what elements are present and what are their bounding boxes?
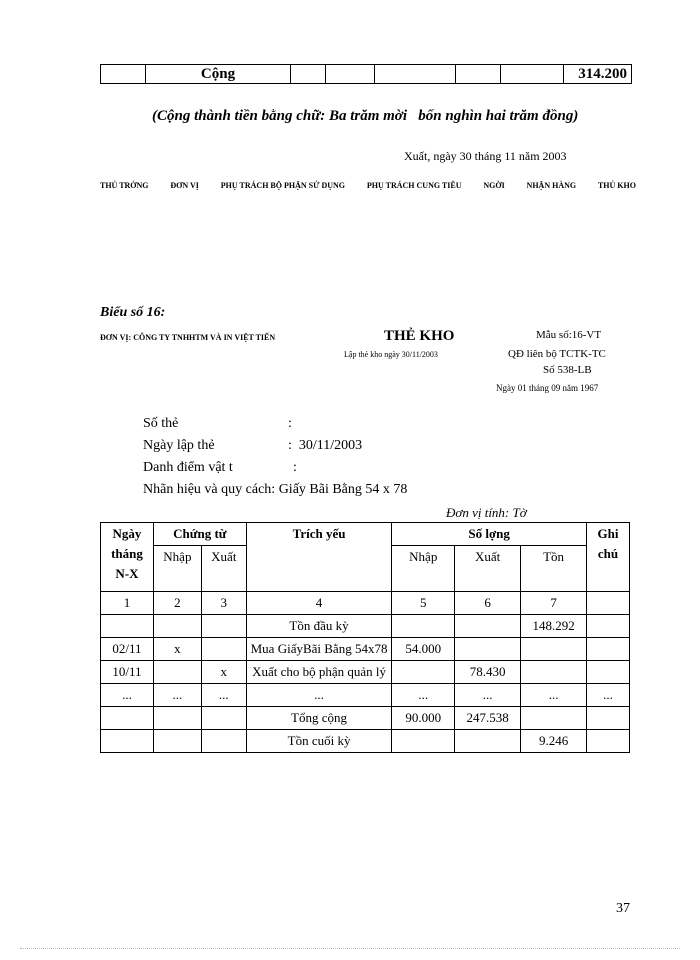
info-created: Ngày lập thẻ : 30/11/2003 xyxy=(143,438,363,453)
table-row: Tồn cuối kỳ 9.246 xyxy=(101,730,630,753)
header-qty-balance: Tồn xyxy=(521,546,587,592)
header-qty-in: Nhập xyxy=(392,546,455,592)
header-description: Trích yếu xyxy=(246,523,392,592)
table-row: ... ... ... ... ... ... ... ... xyxy=(101,684,630,707)
signature-label: THỦ TRỞNG xyxy=(100,181,149,190)
card-created: Lập thẻ kho ngày 30/11/2003 xyxy=(344,350,438,359)
header-quantity: Số lợng xyxy=(392,523,587,546)
total-label: Cộng xyxy=(146,65,291,84)
unit-of-measure: Đơn vị tính: Tờ xyxy=(446,505,527,520)
signature-label: PHỤ TRÁCH CUNG TIÊU xyxy=(366,181,462,190)
signature-label: THỦ KHO xyxy=(597,181,636,190)
header-note: Ghi chú xyxy=(587,523,630,592)
total-table xyxy=(100,64,632,84)
decision-date: Ngày 01 tháng 09 năm 1967 xyxy=(496,383,599,393)
header-voucher-out: Xuất xyxy=(201,546,246,592)
amount-in-words: (Cộng thành tiền bằng chữ: Ba trăm mời bốn nghìn hai trăm đồng) xyxy=(152,108,579,124)
header-voucher: Chứng từ xyxy=(153,523,246,546)
exhibit-label: Biểu số 16: xyxy=(100,305,166,320)
page-divider xyxy=(20,948,680,949)
info-card-no: Số thẻ : xyxy=(143,416,292,431)
form-number: Mẫu số:16-VT xyxy=(536,329,602,341)
table-row: 10/11 x Xuất cho bộ phận quản lý 78.430 xyxy=(101,661,630,684)
page-number: 37 xyxy=(616,901,630,916)
total-amount: 314.200 xyxy=(564,65,632,84)
table-row: 02/11 x Mua GiấyBãi Bằng 54x78 54.000 xyxy=(101,638,630,661)
decision-number: Số 538-LB xyxy=(543,364,592,376)
index-row: 1 2 3 4 5 6 7 xyxy=(101,592,630,615)
signature-row xyxy=(100,181,636,190)
unit-name: ĐƠN VỊ: CÔNG TY TNHHTM VÀ IN VIỆT TIẾN xyxy=(100,333,276,342)
signature-label: NHẬN HÀNG xyxy=(526,181,577,190)
stock-card-table xyxy=(100,522,630,753)
signature-label: ĐƠN VỊ xyxy=(170,181,199,190)
issue-date: Xuất, ngày 30 tháng 11 năm 2003 xyxy=(404,149,567,163)
signature-label: PHỤ TRÁCH BỘ PHẬN SỬ DỤNG xyxy=(220,181,346,190)
info-brand: Nhãn hiệu và quy cách: Giấy Bãi Bằng 54 x 78 xyxy=(143,482,408,497)
header-date: Ngày tháng N-X xyxy=(101,523,154,592)
info-item: Danh điểm vật t : xyxy=(143,460,297,475)
table-row: Tồn đầu kỳ 148.292 xyxy=(101,615,630,638)
header-qty-out: Xuất xyxy=(455,546,521,592)
header-voucher-in: Nhập xyxy=(153,546,201,592)
page-title: THẺ KHO xyxy=(384,328,455,344)
signature-label: NGỜI xyxy=(483,181,505,190)
decision: QĐ liên bộ TCTK-TC xyxy=(508,348,606,360)
table-row: Tổng cộng 90.000 247.538 xyxy=(101,707,630,730)
